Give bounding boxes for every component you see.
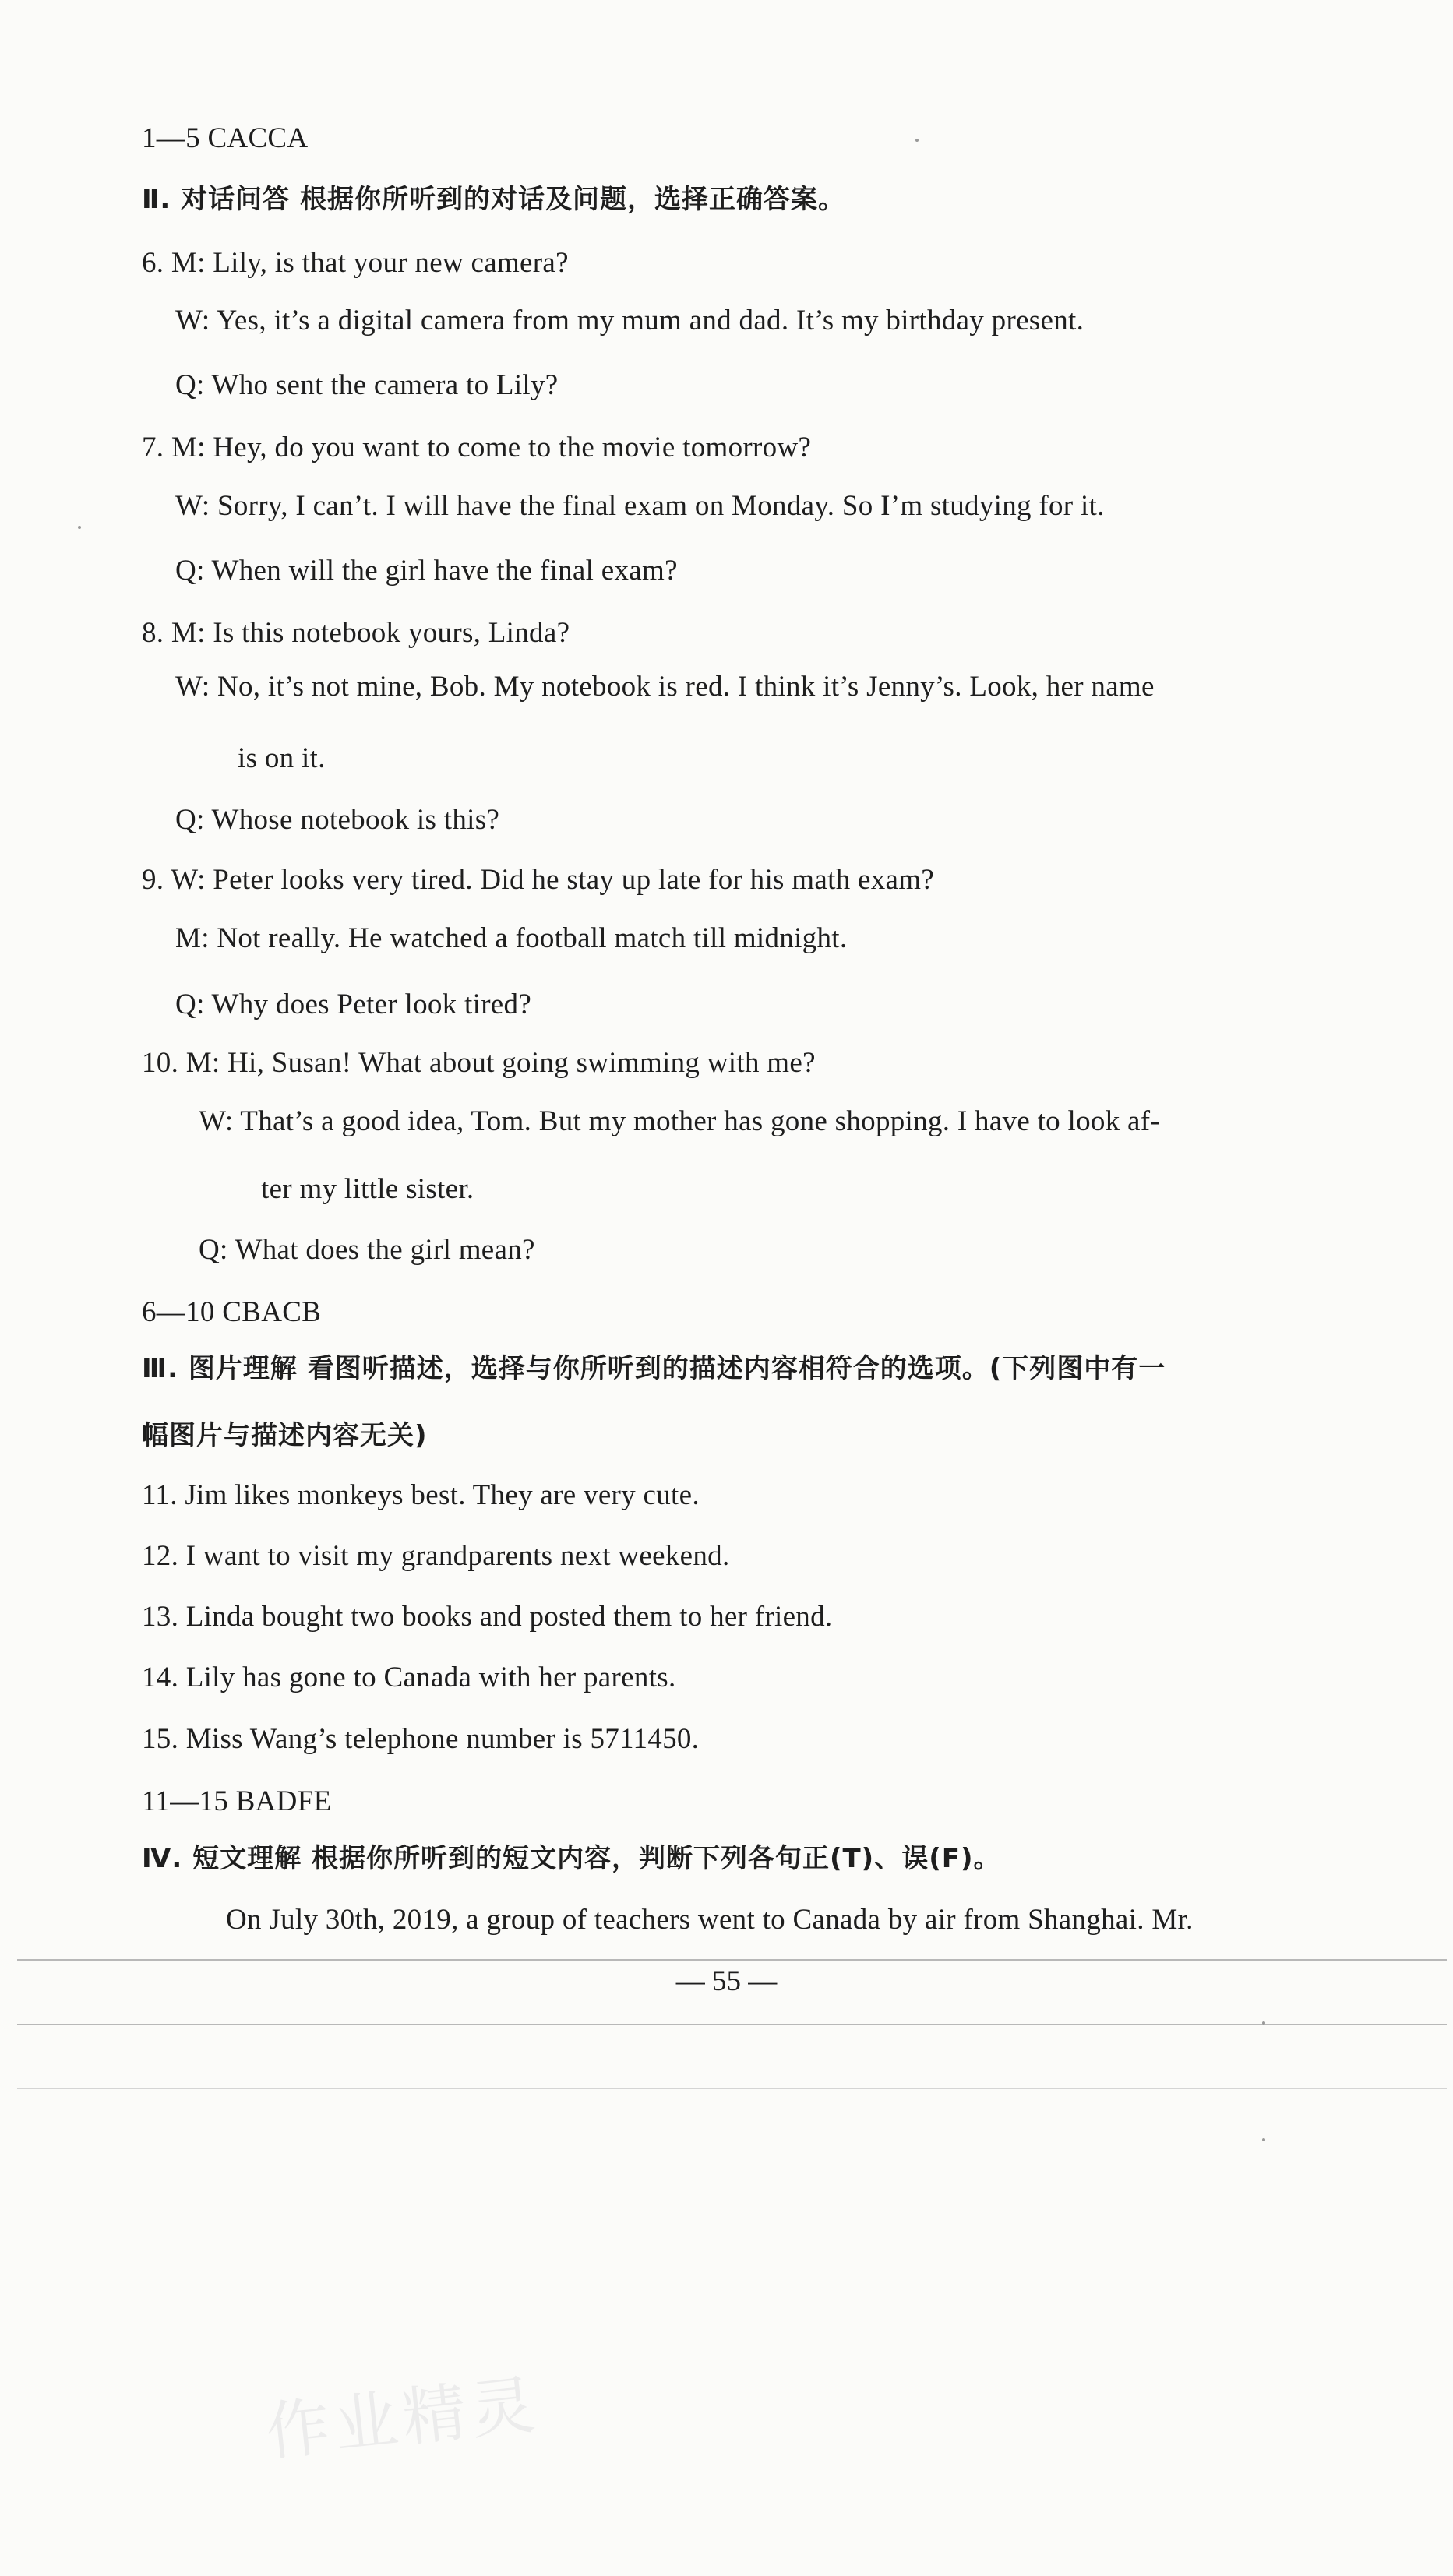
text-line: ter my little sister. [261,1173,474,1205]
page-number: — 55 — [675,1965,778,1997]
scan-speck [1262,2138,1265,2141]
section-heading: Ⅳ. 短文理解 根据你所听到的短文内容，判断下列各句正(T)、误(F)。 [142,1843,1001,1874]
text-line: 14. Lily has gone to Canada with her parents. [142,1662,676,1693]
section-heading: Ⅲ. 图片理解 看图听描述，选择与你所听到的描述内容相符合的选项。(下列图中有一 [142,1353,1166,1384]
text-line: W: That’s a good idea, Tom. But my mother has gone shopping. I have to look af- [199,1105,1161,1137]
text-line: 1—5 CACCA [142,122,309,154]
section-heading: Ⅱ. 对话问答 根据你所听到的对话及问题，选择正确答案。 [142,184,845,215]
text-line: 7. M: Hey, do you want to come to the movie tomorrow? [142,432,812,463]
watermark: 作业精灵 [262,2367,543,2471]
scan-speck [1262,2021,1265,2025]
text-line: Q: Who sent the camera to Lily? [175,369,559,401]
text-line: 9. W: Peter looks very tired. Did he stay up late for his math exam? [142,864,935,896]
text-line: 15. Miss Wang’s telephone number is 5711450. [142,1723,700,1755]
footer-rule-bottom [17,2024,1447,2025]
text-line: Q: What does the girl mean? [199,1234,535,1266]
footer-rule-top [17,1959,1447,1961]
text-line: Q: Why does Peter look tired? [175,988,532,1020]
text-line: 13. Linda bought two books and posted them to her friend. [142,1601,833,1633]
text-line: Q: When will the girl have the final exam? [175,555,678,587]
text-line: On July 30th, 2019, a group of teachers went to Canada by air from Shanghai. Mr. [226,1904,1194,1936]
text-line: M: Not really. He watched a football match till midnight. [175,922,848,954]
text-line: 12. I want to visit my grandparents next weekend. [142,1540,730,1572]
text-line: W: Sorry, I can’t. I will have the final exam on Monday. So I’m studying for it. [175,490,1105,522]
scan-speck [78,526,81,529]
scan-speck [915,139,919,142]
text-line: 6—10 CBACB [142,1296,322,1328]
text-line: Q: Whose notebook is this? [175,804,500,836]
text-line: W: Yes, it’s a digital camera from my mum and dad. It’s my birthday present. [175,305,1084,337]
text-line: 11. Jim likes monkeys best. They are very cute. [142,1479,700,1511]
text-line: W: No, it’s not mine, Bob. My notebook is red. I think it’s Jenny’s. Look, her name [175,671,1155,703]
text-line: 11—15 BADFE [142,1785,332,1817]
text-line: is on it. [238,742,326,774]
section-heading: 幅图片与描述内容无关) [142,1420,428,1451]
footer-rule-lower [17,2088,1447,2089]
text-line: 10. M: Hi, Susan! What about going swimming with me? [142,1047,816,1079]
text-line: 8. M: Is this notebook yours, Linda? [142,617,570,649]
text-line: 6. M: Lily, is that your new camera? [142,247,569,279]
